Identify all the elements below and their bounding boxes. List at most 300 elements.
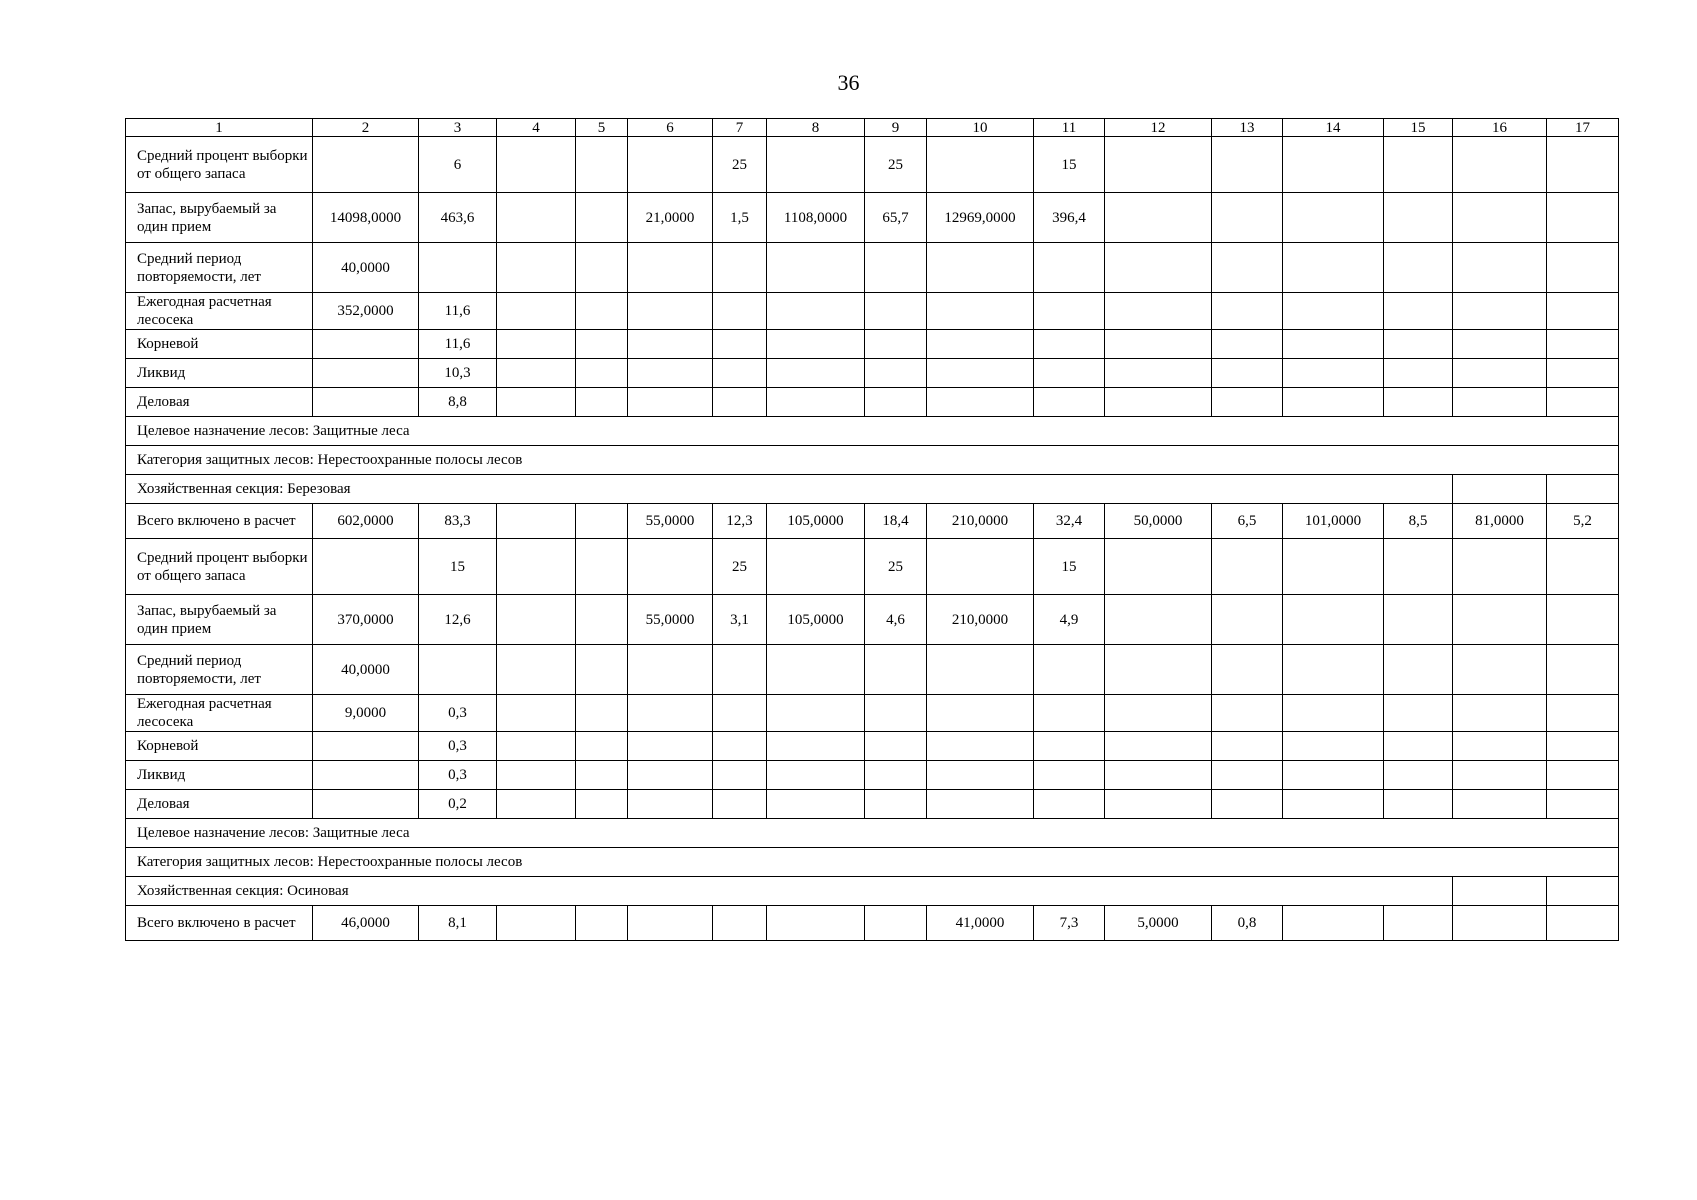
table-cell: 105,0000 bbox=[767, 595, 865, 645]
table-cell bbox=[1034, 790, 1105, 819]
table-cell bbox=[1034, 293, 1105, 330]
table-cell: 1,5 bbox=[713, 193, 767, 243]
row-label-cell: Деловая bbox=[126, 388, 313, 417]
table-cell bbox=[628, 761, 713, 790]
column-number-cell: 8 bbox=[767, 119, 865, 137]
table-row bbox=[126, 906, 1619, 941]
table-cell bbox=[1453, 243, 1547, 293]
row-label-cell: Ежегодная расчетная лесосека bbox=[126, 293, 313, 330]
table-row bbox=[126, 504, 1619, 539]
table-cell bbox=[628, 539, 713, 595]
table-cell bbox=[1453, 475, 1547, 504]
table-cell bbox=[576, 330, 628, 359]
table-cell bbox=[1212, 732, 1283, 761]
table-cell bbox=[713, 761, 767, 790]
table-cell bbox=[1384, 193, 1453, 243]
table-cell: 3,1 bbox=[713, 595, 767, 645]
table-cell bbox=[497, 243, 576, 293]
table-cell bbox=[1384, 645, 1453, 695]
table-row bbox=[126, 359, 1619, 388]
table-cell: 5,2 bbox=[1547, 504, 1619, 539]
table-row bbox=[126, 645, 1619, 695]
row-label-cell: Ликвид bbox=[126, 761, 313, 790]
table-cell bbox=[1283, 193, 1384, 243]
table-cell: 12,6 bbox=[419, 595, 497, 645]
table-cell bbox=[713, 388, 767, 417]
table-cell bbox=[767, 732, 865, 761]
table-cell bbox=[1283, 761, 1384, 790]
table-cell bbox=[1384, 761, 1453, 790]
group-heading-cell: Категория защитных лесов: Нерестоохранные полосы лесов bbox=[126, 446, 1619, 475]
table-cell bbox=[497, 504, 576, 539]
table-cell bbox=[1283, 388, 1384, 417]
table-cell bbox=[1034, 645, 1105, 695]
table-cell bbox=[628, 790, 713, 819]
table-cell bbox=[1283, 645, 1384, 695]
column-number-header-row bbox=[126, 119, 1619, 137]
table-cell bbox=[1547, 137, 1619, 193]
table-cell bbox=[1212, 388, 1283, 417]
table-cell bbox=[767, 761, 865, 790]
table-cell bbox=[1283, 695, 1384, 732]
table-cell bbox=[1384, 330, 1453, 359]
column-number-cell: 6 bbox=[628, 119, 713, 137]
group-heading-cell: Целевое назначение лесов: Защитные леса bbox=[126, 819, 1619, 848]
column-number-cell: 17 bbox=[1547, 119, 1619, 137]
table-cell bbox=[1283, 330, 1384, 359]
table-cell bbox=[1453, 539, 1547, 595]
table-cell: 370,0000 bbox=[313, 595, 419, 645]
group-heading-row bbox=[126, 417, 1619, 446]
column-number-cell: 7 bbox=[713, 119, 767, 137]
table-cell bbox=[497, 645, 576, 695]
table-cell bbox=[313, 761, 419, 790]
table-cell: 55,0000 bbox=[628, 504, 713, 539]
table-cell bbox=[1547, 761, 1619, 790]
table-cell bbox=[1547, 645, 1619, 695]
table-cell bbox=[767, 539, 865, 595]
table-cell bbox=[628, 732, 713, 761]
table-cell bbox=[767, 790, 865, 819]
table-cell: 9,0000 bbox=[313, 695, 419, 732]
table-cell bbox=[576, 243, 628, 293]
column-number-cell: 1 bbox=[126, 119, 313, 137]
table-cell bbox=[576, 595, 628, 645]
table-cell: 15 bbox=[1034, 137, 1105, 193]
table-cell bbox=[1283, 293, 1384, 330]
table-cell bbox=[1034, 695, 1105, 732]
table-cell bbox=[927, 137, 1034, 193]
table-cell bbox=[576, 906, 628, 941]
table-cell: 10,3 bbox=[419, 359, 497, 388]
row-label-cell: Ежегодная расчетная лесосека bbox=[126, 695, 313, 732]
section-heading-cell: Хозяйственная секция: Осиновая bbox=[126, 877, 1453, 906]
table-cell bbox=[1453, 732, 1547, 761]
table-cell bbox=[1212, 790, 1283, 819]
table-cell bbox=[628, 695, 713, 732]
table-cell: 602,0000 bbox=[313, 504, 419, 539]
table-cell bbox=[865, 732, 927, 761]
table-cell bbox=[576, 539, 628, 595]
table-cell bbox=[419, 645, 497, 695]
table-cell bbox=[497, 906, 576, 941]
table-cell bbox=[1283, 790, 1384, 819]
table-cell: 8,1 bbox=[419, 906, 497, 941]
table-cell bbox=[927, 359, 1034, 388]
table-cell: 6 bbox=[419, 137, 497, 193]
column-number-cell: 13 bbox=[1212, 119, 1283, 137]
table-cell bbox=[713, 906, 767, 941]
table-cell bbox=[576, 193, 628, 243]
row-label-cell: Корневой bbox=[126, 330, 313, 359]
table-cell bbox=[1283, 539, 1384, 595]
table-cell bbox=[1212, 137, 1283, 193]
table-cell bbox=[497, 695, 576, 732]
table-cell bbox=[497, 732, 576, 761]
table-cell bbox=[713, 695, 767, 732]
column-number-cell: 4 bbox=[497, 119, 576, 137]
column-number-cell: 5 bbox=[576, 119, 628, 137]
table-cell bbox=[497, 790, 576, 819]
table-cell bbox=[713, 243, 767, 293]
table-cell bbox=[1212, 330, 1283, 359]
row-label-cell: Средний период повторяемости, лет bbox=[126, 645, 313, 695]
table-cell bbox=[927, 695, 1034, 732]
table-cell bbox=[1034, 732, 1105, 761]
table-cell bbox=[927, 539, 1034, 595]
table-cell bbox=[927, 645, 1034, 695]
table-cell bbox=[1212, 761, 1283, 790]
table-cell bbox=[497, 595, 576, 645]
table-cell bbox=[497, 293, 576, 330]
table-cell bbox=[1547, 293, 1619, 330]
table-cell: 463,6 bbox=[419, 193, 497, 243]
table-cell bbox=[576, 761, 628, 790]
table-cell bbox=[1105, 137, 1212, 193]
table-cell bbox=[497, 193, 576, 243]
table-cell bbox=[1283, 906, 1384, 941]
table-cell bbox=[1212, 193, 1283, 243]
table-cell bbox=[576, 645, 628, 695]
table-cell bbox=[1105, 645, 1212, 695]
table-cell bbox=[713, 293, 767, 330]
table-cell bbox=[927, 243, 1034, 293]
table-cell bbox=[1034, 330, 1105, 359]
table-cell bbox=[1105, 761, 1212, 790]
row-label-cell: Всего включено в расчет bbox=[126, 504, 313, 539]
table-cell: 105,0000 bbox=[767, 504, 865, 539]
table-cell bbox=[865, 761, 927, 790]
table-cell bbox=[713, 645, 767, 695]
table-cell bbox=[497, 539, 576, 595]
table-cell: 0,3 bbox=[419, 695, 497, 732]
table-cell: 40,0000 bbox=[313, 645, 419, 695]
table-cell bbox=[927, 330, 1034, 359]
table-cell bbox=[927, 732, 1034, 761]
column-number-cell: 16 bbox=[1453, 119, 1547, 137]
table-cell bbox=[1547, 906, 1619, 941]
table-cell bbox=[1212, 595, 1283, 645]
table-row bbox=[126, 539, 1619, 595]
table-cell bbox=[1034, 359, 1105, 388]
table-cell bbox=[1547, 388, 1619, 417]
group-heading-cell: Целевое назначение лесов: Защитные леса bbox=[126, 417, 1619, 446]
table-cell: 50,0000 bbox=[1105, 504, 1212, 539]
table-cell bbox=[865, 330, 927, 359]
table-cell bbox=[1384, 243, 1453, 293]
table-cell bbox=[313, 732, 419, 761]
table-cell bbox=[1105, 243, 1212, 293]
group-heading-cell: Категория защитных лесов: Нерестоохранные полосы лесов bbox=[126, 848, 1619, 877]
table-cell bbox=[767, 330, 865, 359]
table-row bbox=[126, 595, 1619, 645]
table-cell: 41,0000 bbox=[927, 906, 1034, 941]
table-cell: 40,0000 bbox=[313, 243, 419, 293]
row-label-cell: Средний процент выборки от общего запаса bbox=[126, 539, 313, 595]
table-cell: 0,3 bbox=[419, 732, 497, 761]
table-cell: 15 bbox=[419, 539, 497, 595]
table-cell bbox=[1547, 193, 1619, 243]
table-cell bbox=[576, 137, 628, 193]
table-cell bbox=[497, 761, 576, 790]
table-cell bbox=[713, 330, 767, 359]
table-cell bbox=[1105, 193, 1212, 243]
table-row bbox=[126, 790, 1619, 819]
row-label-cell: Всего включено в расчет bbox=[126, 906, 313, 941]
table-cell bbox=[865, 359, 927, 388]
table-cell: 0,3 bbox=[419, 761, 497, 790]
table-cell bbox=[1384, 595, 1453, 645]
table-cell bbox=[628, 645, 713, 695]
table-cell bbox=[927, 388, 1034, 417]
table-cell bbox=[576, 732, 628, 761]
table-cell bbox=[1034, 388, 1105, 417]
table-cell bbox=[767, 695, 865, 732]
table-cell: 32,4 bbox=[1034, 504, 1105, 539]
table-cell bbox=[713, 359, 767, 388]
table-cell bbox=[1453, 695, 1547, 732]
table-cell bbox=[313, 539, 419, 595]
table-cell bbox=[1547, 695, 1619, 732]
table-cell bbox=[713, 790, 767, 819]
table-cell bbox=[419, 243, 497, 293]
table-cell bbox=[576, 388, 628, 417]
table-cell bbox=[1283, 243, 1384, 293]
column-number-cell: 11 bbox=[1034, 119, 1105, 137]
table-cell bbox=[1547, 539, 1619, 595]
table-cell bbox=[576, 359, 628, 388]
table-cell bbox=[1034, 761, 1105, 790]
table-cell bbox=[865, 645, 927, 695]
table-cell: 396,4 bbox=[1034, 193, 1105, 243]
table-cell bbox=[713, 732, 767, 761]
table-cell bbox=[1453, 388, 1547, 417]
table-cell bbox=[1453, 359, 1547, 388]
page-number: 36 bbox=[837, 70, 860, 95]
table-cell: 352,0000 bbox=[313, 293, 419, 330]
table-cell: 55,0000 bbox=[628, 595, 713, 645]
forest-calculation-table bbox=[125, 118, 1619, 941]
column-number-cell: 10 bbox=[927, 119, 1034, 137]
table-cell bbox=[1547, 359, 1619, 388]
column-number-cell: 9 bbox=[865, 119, 927, 137]
table-cell bbox=[1453, 761, 1547, 790]
table-cell: 81,0000 bbox=[1453, 504, 1547, 539]
table-row bbox=[126, 761, 1619, 790]
table-cell bbox=[497, 388, 576, 417]
table-cell bbox=[1212, 243, 1283, 293]
row-label-cell: Запас, вырубаемый за один прием bbox=[126, 193, 313, 243]
table-cell bbox=[927, 761, 1034, 790]
table-cell bbox=[767, 388, 865, 417]
table-cell bbox=[1105, 330, 1212, 359]
group-heading-row bbox=[126, 446, 1619, 475]
table-cell: 6,5 bbox=[1212, 504, 1283, 539]
table-cell bbox=[576, 790, 628, 819]
table-cell: 7,3 bbox=[1034, 906, 1105, 941]
table-cell bbox=[628, 243, 713, 293]
table-cell: 46,0000 bbox=[313, 906, 419, 941]
table-cell bbox=[1105, 293, 1212, 330]
table-cell bbox=[1384, 359, 1453, 388]
table-cell bbox=[628, 137, 713, 193]
table-row bbox=[126, 137, 1619, 193]
row-label-cell: Средний процент выборки от общего запаса bbox=[126, 137, 313, 193]
table-cell bbox=[628, 359, 713, 388]
table-cell bbox=[1547, 732, 1619, 761]
table-cell bbox=[1547, 877, 1619, 906]
table-cell bbox=[576, 504, 628, 539]
table-cell bbox=[1105, 539, 1212, 595]
table-cell: 25 bbox=[713, 137, 767, 193]
table-cell: 12969,0000 bbox=[927, 193, 1034, 243]
table-cell bbox=[1453, 790, 1547, 819]
table-row bbox=[126, 293, 1619, 330]
table-body bbox=[126, 119, 1619, 941]
table-cell bbox=[576, 695, 628, 732]
table-cell bbox=[576, 293, 628, 330]
row-label-cell: Запас, вырубаемый за один прием bbox=[126, 595, 313, 645]
group-heading-row bbox=[126, 819, 1619, 848]
column-number-cell: 3 bbox=[419, 119, 497, 137]
table-cell: 15 bbox=[1034, 539, 1105, 595]
row-label-cell: Ликвид bbox=[126, 359, 313, 388]
table-cell bbox=[1453, 645, 1547, 695]
table-cell: 65,7 bbox=[865, 193, 927, 243]
table-cell bbox=[1384, 790, 1453, 819]
table-cell: 83,3 bbox=[419, 504, 497, 539]
table-cell bbox=[313, 137, 419, 193]
table-cell bbox=[1283, 595, 1384, 645]
table-cell: 21,0000 bbox=[628, 193, 713, 243]
column-number-cell: 14 bbox=[1283, 119, 1384, 137]
table-cell bbox=[1105, 359, 1212, 388]
table-row bbox=[126, 695, 1619, 732]
table-cell: 0,2 bbox=[419, 790, 497, 819]
table-cell bbox=[1105, 695, 1212, 732]
table-cell: 210,0000 bbox=[927, 504, 1034, 539]
table-cell bbox=[1453, 906, 1547, 941]
section-heading-cell: Хозяйственная секция: Березовая bbox=[126, 475, 1453, 504]
table-cell bbox=[497, 137, 576, 193]
table-cell bbox=[628, 906, 713, 941]
table-cell bbox=[927, 293, 1034, 330]
table-cell bbox=[497, 330, 576, 359]
table-cell bbox=[313, 790, 419, 819]
table-cell bbox=[1547, 790, 1619, 819]
table-cell bbox=[1384, 293, 1453, 330]
table-cell bbox=[628, 293, 713, 330]
table-cell bbox=[1453, 137, 1547, 193]
table-cell bbox=[1283, 137, 1384, 193]
table-cell bbox=[767, 906, 865, 941]
table-cell bbox=[1453, 193, 1547, 243]
table-cell: 8,5 bbox=[1384, 504, 1453, 539]
table-cell bbox=[313, 359, 419, 388]
table-cell bbox=[1384, 695, 1453, 732]
section-heading-row bbox=[126, 877, 1619, 906]
table-cell: 8,8 bbox=[419, 388, 497, 417]
table-cell bbox=[1105, 732, 1212, 761]
table-cell bbox=[865, 243, 927, 293]
table-row bbox=[126, 388, 1619, 417]
table-cell bbox=[1453, 595, 1547, 645]
table-cell: 4,9 bbox=[1034, 595, 1105, 645]
section-heading-row bbox=[126, 475, 1619, 504]
table-cell bbox=[1034, 243, 1105, 293]
table-row bbox=[126, 330, 1619, 359]
table-cell: 18,4 bbox=[865, 504, 927, 539]
column-number-cell: 12 bbox=[1105, 119, 1212, 137]
table-cell bbox=[1453, 330, 1547, 359]
table-cell bbox=[628, 388, 713, 417]
table-row bbox=[126, 732, 1619, 761]
table-cell bbox=[927, 790, 1034, 819]
table-cell bbox=[865, 293, 927, 330]
table-cell: 4,6 bbox=[865, 595, 927, 645]
table-cell: 0,8 bbox=[1212, 906, 1283, 941]
row-label-cell: Средний период повторяемости, лет bbox=[126, 243, 313, 293]
table-cell bbox=[1105, 790, 1212, 819]
table-cell bbox=[1212, 359, 1283, 388]
table-cell bbox=[1384, 539, 1453, 595]
table-cell bbox=[767, 293, 865, 330]
table-cell bbox=[865, 906, 927, 941]
table-cell: 11,6 bbox=[419, 330, 497, 359]
table-cell bbox=[767, 137, 865, 193]
table-cell bbox=[1105, 388, 1212, 417]
table-cell bbox=[1547, 595, 1619, 645]
table-cell bbox=[497, 359, 576, 388]
column-number-cell: 2 bbox=[313, 119, 419, 137]
table-cell bbox=[1384, 732, 1453, 761]
table-cell bbox=[767, 243, 865, 293]
table-cell bbox=[1384, 388, 1453, 417]
table-cell: 25 bbox=[865, 539, 927, 595]
group-heading-row bbox=[126, 848, 1619, 877]
table-cell bbox=[1283, 359, 1384, 388]
table-row bbox=[126, 243, 1619, 293]
table-cell: 101,0000 bbox=[1283, 504, 1384, 539]
table-cell: 5,0000 bbox=[1105, 906, 1212, 941]
table-cell: 25 bbox=[713, 539, 767, 595]
table-cell bbox=[1212, 645, 1283, 695]
table-cell bbox=[767, 359, 865, 388]
table-cell: 210,0000 bbox=[927, 595, 1034, 645]
column-number-cell: 15 bbox=[1384, 119, 1453, 137]
table-cell bbox=[865, 695, 927, 732]
table-cell: 25 bbox=[865, 137, 927, 193]
